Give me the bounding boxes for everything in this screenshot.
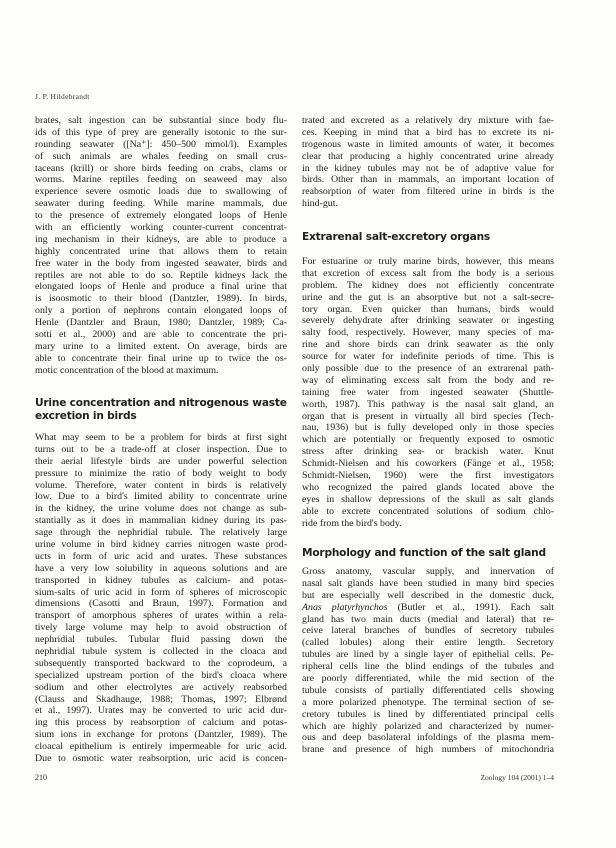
text-line: What may seem to be a problem for birds at first sight — [35, 432, 287, 443]
text-line: Gross anatomy, vascular supply, and innervation of — [302, 566, 554, 577]
section-heading: Morphology and function of the salt gland — [302, 547, 546, 559]
text-line: worms. Marine reptiles feeding on seaweed may also — [35, 174, 287, 186]
text-line: only a portion of nephrons contain elongated loops of — [35, 305, 287, 317]
text-line: cretory tubules is lined by differentiated principal cells — [302, 708, 554, 720]
text-line: gland has two main ducts (medial and lateral) that re- — [302, 613, 554, 625]
page-number: 210 — [35, 773, 47, 782]
text-line: source for water for indefinite periods of time. This is — [302, 351, 554, 363]
text-line: Henle (Dantzler and Braun, 1980; Dantzler, 1989; Ca- — [35, 317, 287, 329]
text-line: ripheral cells line the blind endings of the tubules and — [302, 661, 554, 673]
text-line: organ that is present in virtually all bird species (Tech- — [302, 410, 554, 422]
text-line: ous and deep basolateral infoldings of the plasma mem- — [302, 732, 554, 744]
text-line: able to excrete concentrated solutions of sodium chlo- — [302, 505, 554, 517]
text-line: which are potentially or frequently exposed to osmotic — [302, 434, 554, 446]
text-line: brane and presence of high numbers of mitochondria — [302, 744, 554, 756]
text-line: transport of amorphous spheres of urates within a rela- — [35, 610, 287, 622]
text-line: ing mechanism in their kidneys, are able to produce a — [35, 233, 287, 245]
text-line: Schmidt-Nielsen and his coworkers (Fänge et al., 1958; — [302, 458, 554, 470]
text-line: taceans (krill) or shore birds feeding on crabs, clams or — [35, 162, 287, 174]
text-line: that excretion of excess salt from the body is a serious — [302, 267, 554, 279]
text-line: pressure to minimize the ratio of body weight to body — [35, 467, 287, 479]
text-line: transported in kidney tubules as calcium- and potas- — [35, 574, 287, 586]
paragraph — [302, 115, 554, 210]
text-line: a more polarized phenotype. The terminal section of se- — [302, 696, 554, 708]
text-line: way of eliminating excess salt from the body and re- — [302, 374, 554, 386]
running-head: J. P. Hildebrandt — [35, 92, 90, 101]
text-line: turns out to be a trade-off at closer inspection. Due to — [35, 443, 287, 455]
text-line: volume. Therefore, water content in birds is relatively — [35, 479, 287, 491]
species-name: Anas platyrhynchos — [302, 601, 388, 613]
text-line: tubule consists of partially differentiated cells showing — [302, 684, 554, 696]
text-line: subsequently transported backward to the coprodeum, a — [35, 657, 287, 669]
text-line: ids of this type of prey are generally isotonic to the sur- — [35, 126, 287, 138]
paragraph — [302, 256, 554, 529]
text-line: have a very low solubility in aqueous solutions and are — [35, 562, 287, 574]
text-line: stress after drinking sea- or brackish water. Knut — [302, 446, 554, 458]
text-line: reabsorption of water from filtered urine in birds is the — [302, 186, 554, 198]
text-line: experience severe osmotic loads due to swallowing of — [35, 186, 287, 198]
text-line: nau, 1936) but is fully developed only in those species — [302, 422, 554, 434]
text-line: but are especially well described in the domestic duck, — [302, 589, 554, 601]
text-line: brates, salt ingestion can be substantial since body flu- — [35, 115, 287, 126]
text-line: For estuarine or truly marine birds, however, this means — [302, 256, 554, 267]
text-line: low. Due to a bird's limited ability to concentrate urine — [35, 491, 287, 503]
text-line — [302, 602, 554, 614]
text-line: sium-salts of uric acid in form of spheres of microscopic — [35, 586, 287, 598]
text-line: Schmidt-Nielsen, 1960) were the first investigators — [302, 470, 554, 482]
text-line: rine and shore birds can drink seawater as the only — [302, 339, 554, 351]
text-line: trated and excreted as a relatively dry mixture with fae- — [302, 115, 554, 126]
text-line: is isoosmotic to their blood (Dantzler, 1989). In birds, — [35, 293, 287, 305]
text-line: cloacal epithelium is entirely impermeable for uric acid. — [35, 741, 287, 753]
text-line: specialized upstream portion of the bird's cloaca where — [35, 669, 287, 681]
text-line: nephridial tubules. Tubular fluid passing down the — [35, 634, 287, 646]
text-line: with an efficiently working counter-current concentrat- — [35, 222, 287, 234]
heading-line: excretion in birds — [35, 409, 137, 422]
text-line: are poorly differentiated, while the mid section of the — [302, 673, 554, 685]
section-heading: Extrarenal salt-excretory organs — [302, 231, 491, 243]
paragraph — [35, 432, 287, 765]
text-line: reptiles are not able to do so. Reptile kidneys lack the — [35, 269, 287, 281]
text-line: seawater during feeding. While marine mammals, due — [35, 198, 287, 210]
text-line: severely dehydrate after drinking seawater or ingesting — [302, 315, 554, 327]
text-line: sium ions in exchange for protons (Dantzler, 1989). The — [35, 729, 287, 741]
journal-citation: Zoology 104 (2001) 1–4 — [480, 773, 554, 782]
text-line: ces. Keeping in mind that a bird has to excrete its ni- — [302, 126, 554, 138]
text-line: of such animals are whales feeding on small crus- — [35, 150, 287, 162]
text-line: dimensions (Casotti and Braun, 1997). Formation and — [35, 598, 287, 610]
text-line: taining free water from ingested seawater (Shuttle- — [302, 386, 554, 398]
text-line: in the kidney tubules may not be of adaptive value for — [302, 162, 554, 174]
text-line: problem. The kidney does not efficiently concentrate — [302, 279, 554, 291]
text-line: motic concentration of the blood at maximum. — [35, 364, 219, 376]
text-line: birds. Other than in mammals, an important location of — [302, 174, 554, 186]
text-line: ucts in form of uric acid and urates. These substances — [35, 550, 287, 562]
text-line: which are highly polarized and characterized by numer- — [302, 720, 554, 732]
text-line: urine and the gut is an absorptive but not a salt-secre- — [302, 291, 554, 303]
text-line: to the presence of extremely elongated loops of Henle — [35, 210, 287, 222]
text-line: ceive lateral branches of bundles of secretory tubules — [302, 625, 554, 637]
text-line: free water in the body from ingested seawater, birds and — [35, 257, 287, 269]
text-line: tively large volume may help to avoid obstruction of — [35, 622, 287, 634]
text-line: sage through the nephridial tubule. The relatively large — [35, 527, 287, 539]
text-line: in the kidney, the urine volume does not change as sub- — [35, 503, 287, 515]
paragraph — [35, 115, 287, 377]
text-line: tory organ. Even quicker than humans, birds would — [302, 303, 554, 315]
text-line: et al., 1997). Urates may be converted to uric acid dur- — [35, 705, 287, 717]
text-line: trogenous waste in limited amounts of water, it becomes — [302, 138, 554, 150]
text-line: mary urine to a limited extent. On average, birds are — [35, 340, 287, 352]
text-line: (called lobules) along their entire length. Secretory — [302, 637, 554, 649]
paragraph — [302, 566, 554, 756]
heading-line: Urine concentration and nitrogenous waste — [35, 397, 287, 409]
text-line: stantially as it does in mammalian kidney during its pas- — [35, 515, 287, 527]
text-line: clear that producing a highly concentrated urine already — [302, 150, 554, 162]
text-fragment: (Butler et al., 1991). Each salt — [387, 601, 554, 613]
text-line: who recognized the paired glands located above the — [302, 481, 554, 493]
text-line: ride from the bird's body. — [302, 517, 402, 529]
text-line: eyes in shallow depressions of the skull as salt glands — [302, 493, 554, 505]
text-line: elongated loops of Henle and produce a final urine that — [35, 281, 287, 293]
text-line: Due to osmotic water reabsorption, uric acid is concen- — [35, 753, 287, 765]
text-line: salty food, respectively. However, many species of ma- — [302, 327, 554, 339]
text-line: worth, 1987). This pathway is the nasal salt gland, an — [302, 398, 554, 410]
text-line: hind-gut. — [302, 198, 338, 210]
text-line: nephridial tubule system is collected in the cloaca and — [35, 646, 287, 658]
text-line: their aerial lifestyle birds are under powerful selection — [35, 455, 287, 467]
text-line: tubules are lined by a single layer of epithelial cells. Pe- — [302, 649, 554, 661]
text-line: (Clauss and Skadhauge, 1988; Thomas, 1997; Elbrønd — [35, 693, 287, 705]
text-line: sotti et al., 2000) and are able to concentrate the pri- — [35, 329, 287, 341]
text-line: sodium and other electrolytes are actively reabsorbed — [35, 681, 287, 693]
text-line: ing this process by reabsorption of calcium and potas- — [35, 717, 287, 729]
section-heading — [35, 397, 287, 422]
text-line: urine volume in bird kidney carries nitrogen waste prod- — [35, 539, 287, 551]
text-line: highly concentrated urine that allows them to retain — [35, 245, 287, 257]
text-line: nasal salt glands have been studied in many bird species — [302, 577, 554, 589]
text-line: able to concentrate their final urine up to twice the os- — [35, 352, 287, 364]
text-line: rounding seawater ([Na⁺]: 450–500 mmol/l). Examples — [35, 138, 287, 150]
text-line: only possible due to the presence of an extrarenal path- — [302, 363, 554, 375]
